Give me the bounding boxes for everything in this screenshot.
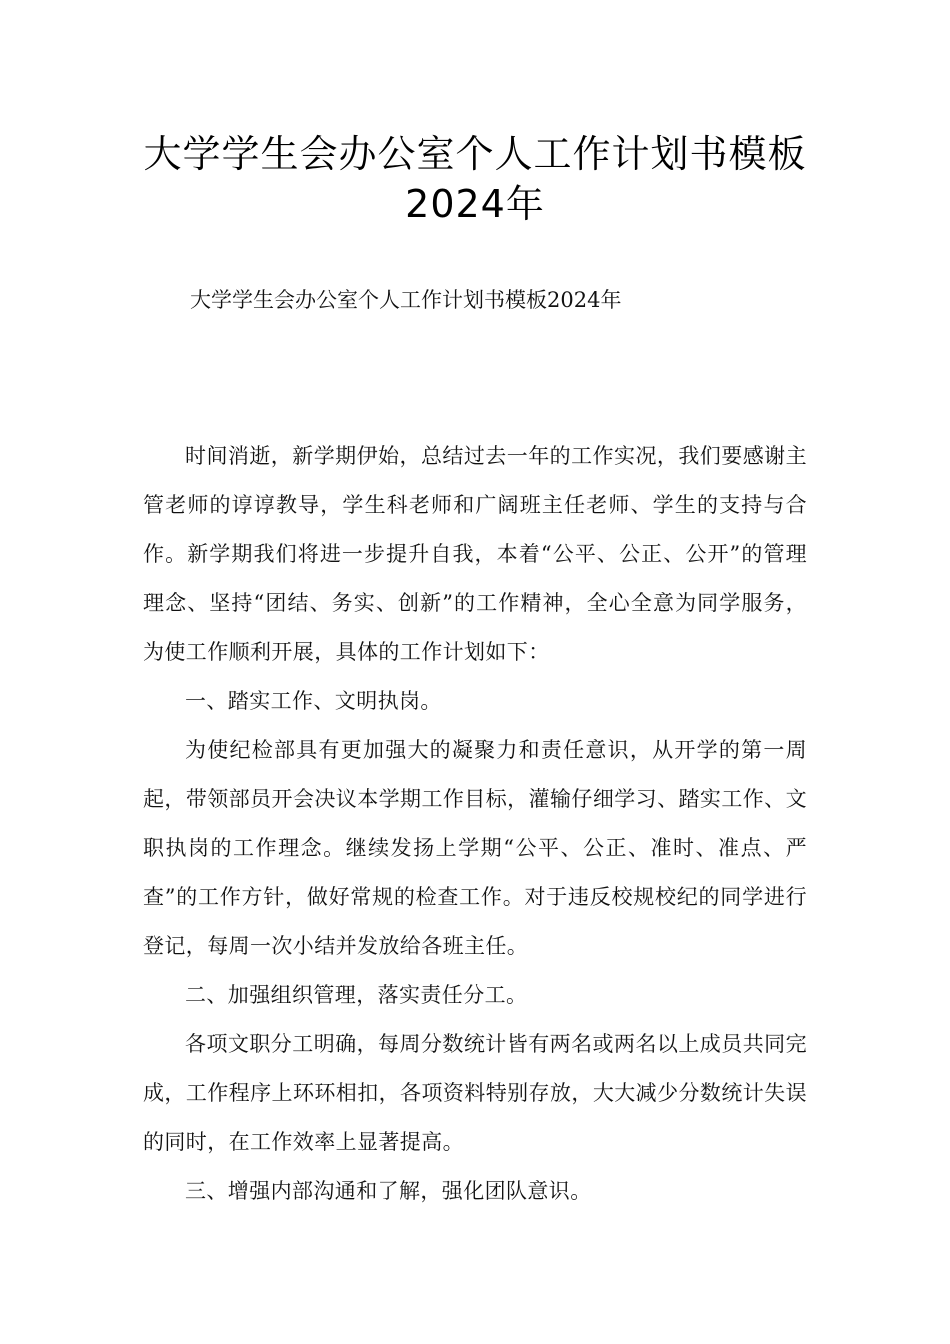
section-paragraph-1: 为使纪检部具有更加强大的凝聚力和责任意识，从开学的第一周起，带领部员开会决议本学期工作目标，灌输仔细学习、踏实工作、文职执岗的工作理念。继续发扬上学期“公平、公正、准时、准点、严查”的工作方针，做好常规的检查工作。对于违反校规校纪的同学进行登记，每周一次小结并发放给各班主任。 bbox=[143, 738, 807, 958]
section-heading-2: 二、加强组织管理，落实责任分工。 bbox=[185, 983, 528, 1007]
document-title-line2: 2024年 bbox=[405, 182, 545, 226]
document-body bbox=[143, 432, 807, 1216]
intro-paragraph: 时间消逝，新学期伊始，总结过去一年的工作实况，我们要感谢主管老师的谆谆教导，学生科老师和广阔班主任老师、学生的支持与合作。新学期我们将进一步提升自我，本着“公平、公正、公开”的管理理念、坚持“团结、务实、创新”的工作精神，全心全意为同学服务，为使工作顺利开展，具体的工作计划如下： bbox=[143, 444, 807, 664]
document-title-line1: 大学学生会办公室个人工作计划书模板 bbox=[143, 132, 807, 176]
section-heading-1: 一、踏实工作、文明执岗。 bbox=[185, 689, 442, 713]
document-subtitle: 大学学生会办公室个人工作计划书模板2024年 bbox=[190, 288, 622, 312]
section-heading-3: 三、增强内部沟通和了解，强化团队意识。 bbox=[185, 1179, 592, 1203]
section-paragraph-2: 各项文职分工明确，每周分数统计皆有两名或两名以上成员共同完成，工作程序上环环相扣，各项资料特别存放，大大减少分数统计失误的同时，在工作效率上显著提高。 bbox=[143, 1032, 807, 1154]
